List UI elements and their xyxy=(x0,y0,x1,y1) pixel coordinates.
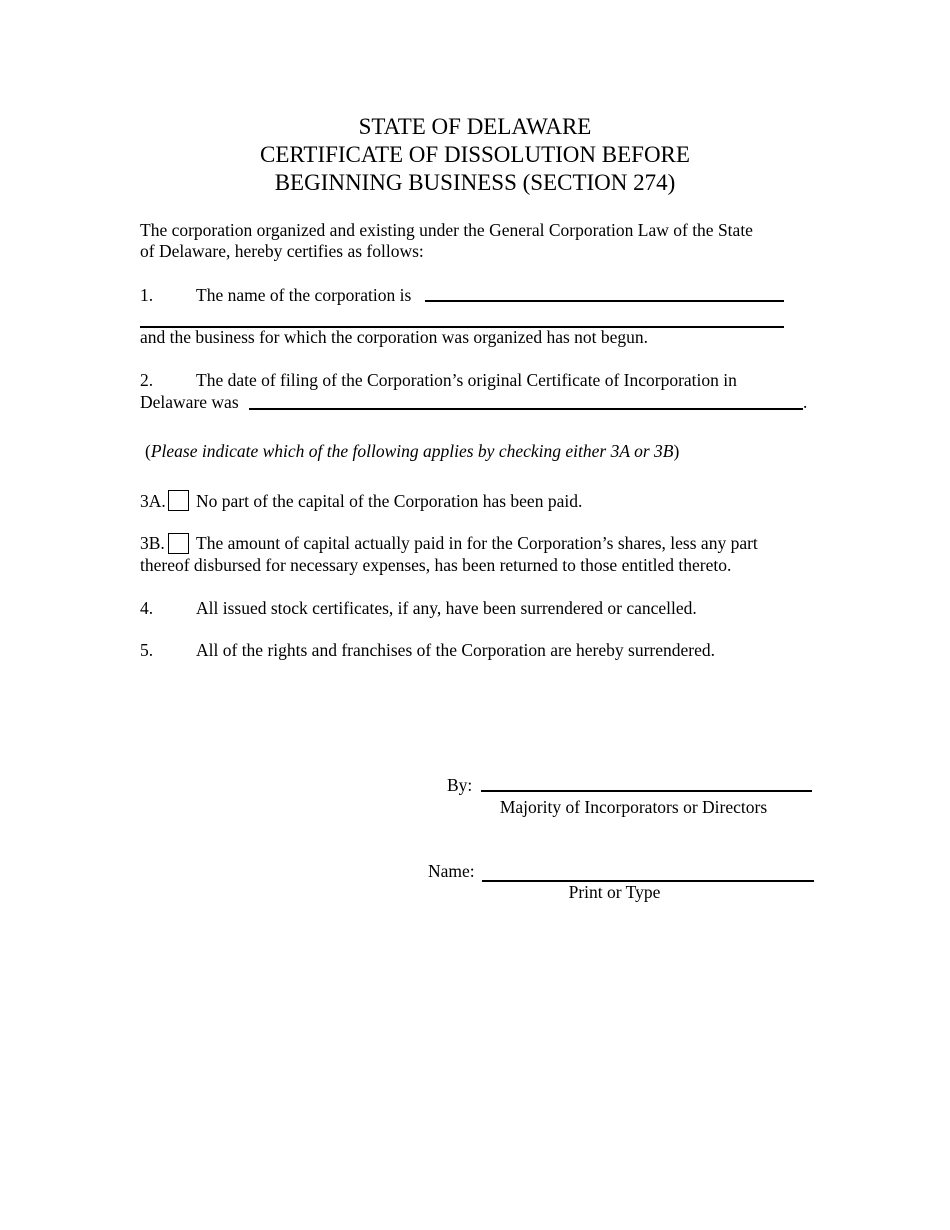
item-3b-number: 3B. xyxy=(140,533,165,553)
item-3b-line-2: thereof disbursed for necessary expenses, has been returned to those entitled thereto. xyxy=(140,555,732,575)
item-1-continuation: and the business for which the corporation was organized has not begun. xyxy=(140,327,649,347)
name-label: Name: xyxy=(428,861,475,881)
item-5-number: 5. xyxy=(140,640,154,660)
item-1-number: 1. xyxy=(140,285,154,305)
intro-line-2: of Delaware, hereby certifies as follows: xyxy=(140,241,424,261)
item-2-period: . xyxy=(803,392,808,412)
item-4-number: 4. xyxy=(140,598,154,618)
item-3a-checkbox[interactable] xyxy=(168,490,189,511)
item-2-number: 2. xyxy=(140,370,154,390)
by-caption: Majority of Incorporators or Directors xyxy=(499,797,768,817)
item-3b-line-1: The amount of capital actually paid in for the Corporation’s shares, less any part xyxy=(196,533,758,553)
title-line-3: BEGINNING BUSINESS (SECTION 274) xyxy=(274,170,676,195)
item-3b-checkbox[interactable] xyxy=(168,533,189,554)
title-line-2: CERTIFICATE OF DISSOLUTION BEFORE xyxy=(260,142,690,167)
name-caption: Print or Type xyxy=(568,882,661,902)
by-label: By: xyxy=(447,775,473,795)
title-line-1: STATE OF DELAWARE xyxy=(358,114,592,139)
intro-line-1: The corporation organized and existing under the General Corporation Law of the State xyxy=(140,220,753,240)
filing-date-field[interactable] xyxy=(249,408,803,410)
corporation-name-field[interactable] xyxy=(425,300,784,302)
item-3a-text: No part of the capital of the Corporation has been paid. xyxy=(196,491,583,511)
item-2-label: Delaware was xyxy=(140,392,239,412)
instruction: (Please indicate which of the following applies by checking either 3A or 3B) xyxy=(145,441,680,461)
item-3a-number: 3A. xyxy=(140,491,166,511)
item-5-text: All of the rights and franchises of the Corporation are hereby surrendered. xyxy=(196,640,715,660)
signature-by-field[interactable] xyxy=(481,790,812,792)
item-1-label: The name of the corporation is xyxy=(196,285,412,305)
item-4-text: All issued stock certificates, if any, have been surrendered or cancelled. xyxy=(196,598,697,618)
item-2-line-1: The date of filing of the Corporation’s original Certificate of Incorporation in xyxy=(196,370,737,390)
